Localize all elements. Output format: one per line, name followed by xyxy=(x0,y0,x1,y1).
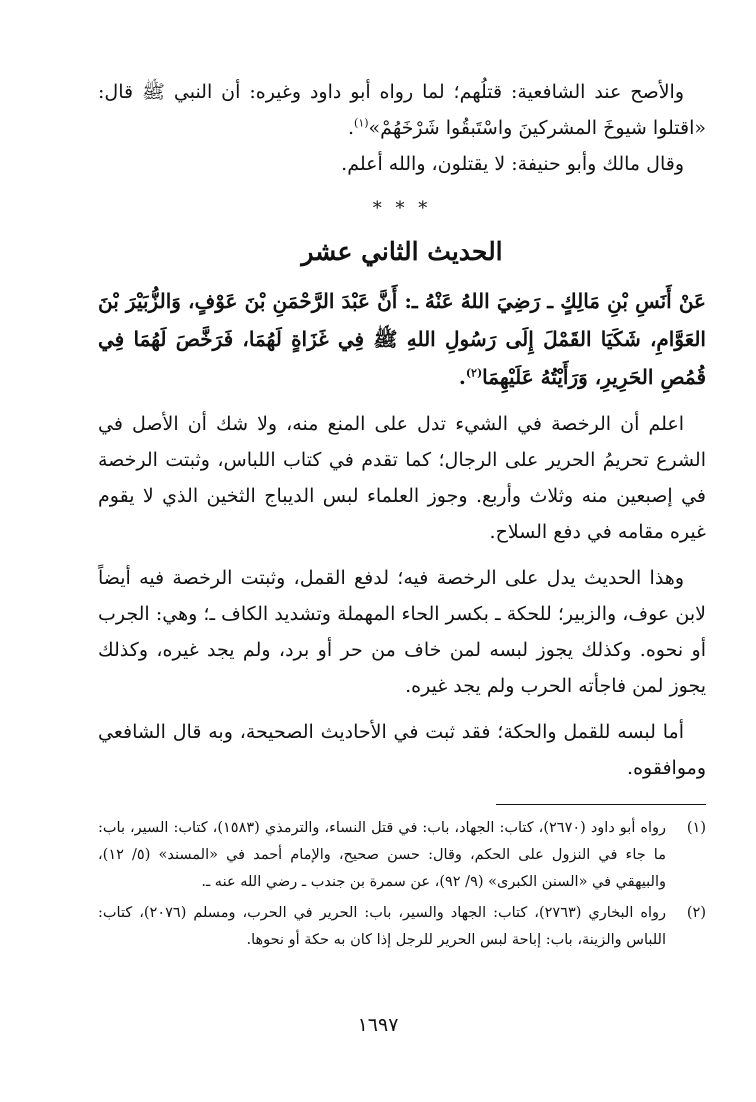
section-separator: * * * xyxy=(372,198,432,219)
hadith-text-paragraph: عَنْ أَنَسِ بْنِ مَالِكٍ ـ رَضِيَ اللهُ عَنْهُ ـ: أَنَّ عَبْدَ الرَّحْمَنِ بْنَ عَوْفٍ، وَالزُّبَيْرَ بْنَ العَوَّامِ، شَكَيَا القَمْلَ إِلَى رَسُولِ اللهِ ﷺ فِي غَزَاةٍ لَهُمَا، فَرَخَّصَ لَهُمَا فِي قُمُصِ الحَرِيرِ، وَرَأَيْتُهُ عَلَيْهِمَا$^{(٢)}$. xyxy=(98,289,706,389)
footnote-1-text: رواه أبو داود (٢٦٧٠)، كتاب: الجهاد، باب: في قتل النساء، والترمذي (١٥٨٣)، كتاب: السير، باب: ما جاء في النزول على الحكم، وقال: حسن صحيح، والإمام أحمد في «المسند» (٥/ ١٢)، والبيهقي في «السنن الكبرى» (٩/ ٩٢)، عن سمرة بن جندب ـ رضي الله عنه ـ. xyxy=(98,820,666,890)
opening-paragraph: والأصح عند الشافعية: قتلُهم؛ لما رواه أبو داود وغيره: أن النبي ﷺ قال: «اقتلوا شيوخَ المشركينَ واسْتَبقُوا شَرْخَهُمْ»$^{(١)}$. xyxy=(98,81,706,139)
page-number: ١٦٩٧ xyxy=(357,1014,399,1036)
hadith-text: عَنْ أَنَسِ بْنِ مَالِكٍ ـ رَضِيَ اللهُ عَنْهُ ـ: أَنَّ عَبْدَ الرَّحْمَنِ بْنَ عَوْفٍ، وَالزُّبَيْرَ بْنَ العَوَّامِ، شَكَيَا القَمْلَ إِلَى رَسُولِ اللهِ ﷺ فِي غَزَاةٍ لَهُمَا، فَرَخَّصَ لَهُمَا فِي قُمُصِ الحَرِيرِ، وَرَأَيْتُهُ عَلَيْهِمَا xyxy=(98,289,706,389)
body-paragraph-2: وهذا الحديث يدل على الرخصة فيه؛ لدفع القمل، وثبتت الرخصة فيه أيضاً لابن عوف، والزبير؛ للحكة ـ بكسر الحاء المهملة وتشديد الكاف ـ؛ وهي: الجرب أو نحوه. وكذلك يجوز لبسه لمن خاف من حر أو برد، ولم يجد غيره، وكذلك يجوز لمن فاجأته الحرب ولم يجد غيره. xyxy=(98,567,706,697)
footnote-2-text: رواه البخاري (٢٧٦٣)، كتاب: الجهاد والسير، باب: الحرير في الحرب، ومسلم (٢٠٧٦)، كتاب: اللباس والزينة، باب: إباحة لبس الحرير للرجل إذا كان به حكة أو نحوها. xyxy=(98,905,666,948)
body-paragraph-3: أما لبسه للقمل والحكة؛ فقد ثبت في الأحاديث الصحيحة، وبه قال الشافعي وموافقوه. xyxy=(98,721,706,779)
footnote-divider xyxy=(496,804,706,805)
malik-paragraph: وقال مالك وأبو حنيفة: لا يقتلون، والله أعلم. xyxy=(341,153,684,175)
footnote-ref-2: (٢) xyxy=(465,366,483,380)
footnote-2 xyxy=(98,900,706,954)
body-paragraph-1: اعلم أن الرخصة في الشيء تدل على المنع منه، ولا شك أن الأصل في الشرع تحريمُ الحرير على الرجال؛ كما تقدم في كتاب اللباس، وثبتت الرخصة في إصبعين منه وثلاث وأربع. وجوز العلماء لبس الديباج الثخين الذي لا يقوم غيره مقامه في دفع السلاح. xyxy=(98,413,706,543)
page-content xyxy=(98,74,706,958)
footnote-1 xyxy=(98,815,706,896)
footnote-2-number: (٢) xyxy=(686,905,706,921)
hadith-heading: الحديث الثاني عشر xyxy=(301,237,503,266)
footnote-1-number: (١) xyxy=(686,820,706,836)
footnote-ref-1: (١) xyxy=(354,116,369,130)
opening-text: والأصح عند الشافعية: قتلُهم؛ لما رواه أبو داود وغيره: أن النبي ﷺ قال: «اقتلوا شيوخَ المشركينَ واسْتَبقُوا شَرْخَهُمْ» xyxy=(98,81,706,139)
